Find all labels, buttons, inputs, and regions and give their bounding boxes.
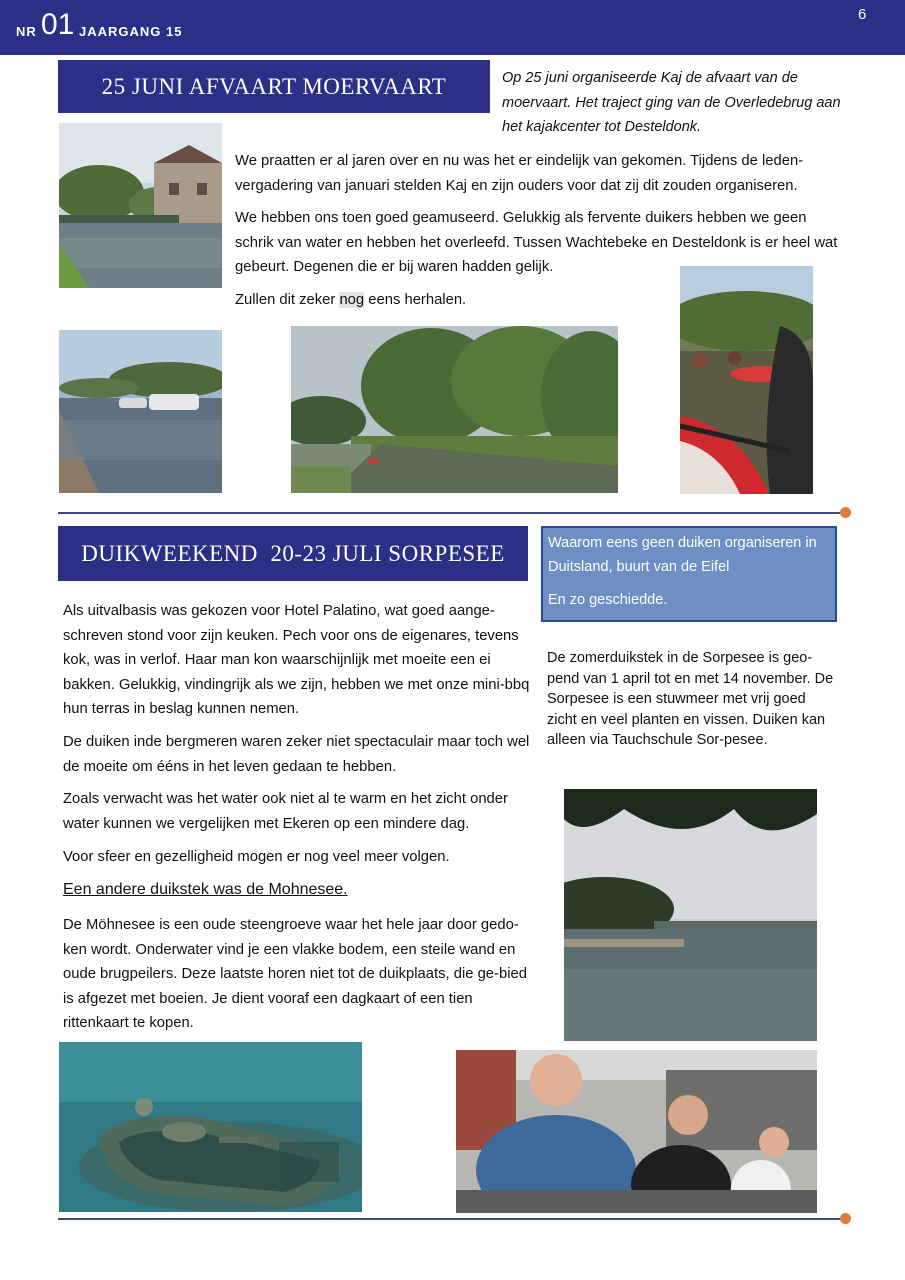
issue-number: 01 [41, 8, 75, 41]
photo-canal-trees [291, 326, 618, 493]
divider-dot-1 [840, 507, 851, 518]
jaargang-label: JAARGANG 15 [79, 24, 183, 39]
p3-highlight: nog [339, 292, 365, 308]
photo-kayaks [680, 266, 813, 494]
section1-paragraph-1: We praatten er al jaren over en nu was het er eindelijk van gekomen. Tijdens de leden-vergadering van januari stelden Kaj en zijn ouders voor dat zij dit zouden organiseren. [235, 153, 804, 194]
section2-paragraph-5: De Möhnesee is een oude steengroeve waar het hele jaar door gedo-ken wordt. Onderwater vind je een vlakke bodem, een steile wand en oude brugpeilers. Deze laatste horen niet tot de duikplaats, die ge-bied is afgezet met boeien. Je dient vooraf een dagkaart of een tien rittenkaart te kopen. [63, 917, 527, 1031]
section1-title: 25 JUNI AFVAART MOERVAART [58, 60, 490, 113]
p3-part-b: eens herhalen. [364, 292, 467, 308]
section2-paragraph-2: De duiken inde bergmeren waren zeker niet spectaculair maar toch wel de moeite om ééns in het leven gedaan te hebben. [63, 734, 530, 775]
section1-paragraph-3 [235, 288, 675, 313]
section2-paragraph-4: Voor sfeer en gezelligheid mogen er nog veel meer volgen. [63, 849, 450, 865]
section2-title: DUIKWEEKEND 20-23 JULI SORPESEE [58, 526, 528, 581]
section-divider-1 [58, 512, 844, 514]
section2-subheading: Een andere duikstek was de Mohnesee. [63, 881, 348, 898]
issue-nr-label: NR [16, 24, 37, 39]
p3-part-a: Zullen dit zeker [235, 292, 340, 308]
photo-terrace-group [456, 1050, 817, 1213]
section1-intro: Op 25 juni organiseerde Kaj de afvaart van de moervaart. Het traject ging van de Overledebrug aan het kajakcenter tot Desteldonk. [502, 70, 841, 135]
section-divider-2 [58, 1218, 844, 1220]
section2-paragraph-1: Als uitvalbasis was gekozen voor Hotel Palatino, wat goed aange-schreven stond voor zijn keuken. Pech voor ons de eigenares, tevens kok, was in verlof. Haar man kon waarschijnlijk met moeite een ei bakken. Gelukkig, vindingrijk als we zijn, hebben we met onze mini-bbq hun terras in beslag kunnen nemen. [63, 603, 530, 717]
photo-underwater-wreck [59, 1042, 362, 1212]
divider-dot-2 [840, 1213, 851, 1224]
page-number: 6 [858, 6, 867, 23]
callout-line-1: Waarom eens geen duiken organiseren in Duitsland, buurt van de Eifel [548, 535, 817, 575]
section1-paragraph-2: We hebben ons toen goed geamuseerd. Gelukkig als fervente duikers hebben we geen schrik van water en hebben het overleefd. Tussen Wachtebeke en Desteldonk is er heel wat gebeurt. Degenen die er bij waren hadden gelijk. [235, 210, 838, 275]
callout-line-2: En zo geschiedde. [548, 592, 668, 608]
photo-lake-sorpesee [564, 789, 817, 1041]
sorpesee-description: De zomerduikstek in de Sorpesee is geo-pend van 1 april tot en met 14 november. De Sorpesee is een stuwmeer met vrij goed zicht en veel planten en vissen. Duiken kan alleen via Tauchschule Sor-pesee. [547, 650, 834, 748]
photo-bridge-canal [59, 123, 222, 288]
section2-paragraph-3: Zoals verwacht was het water ook niet al te warm en het zicht onder water kunnen we vergelijken met Ekeren op een mindere dag. [63, 791, 508, 832]
photo-moored-boats [59, 330, 222, 493]
sidebar-callout [541, 526, 837, 622]
